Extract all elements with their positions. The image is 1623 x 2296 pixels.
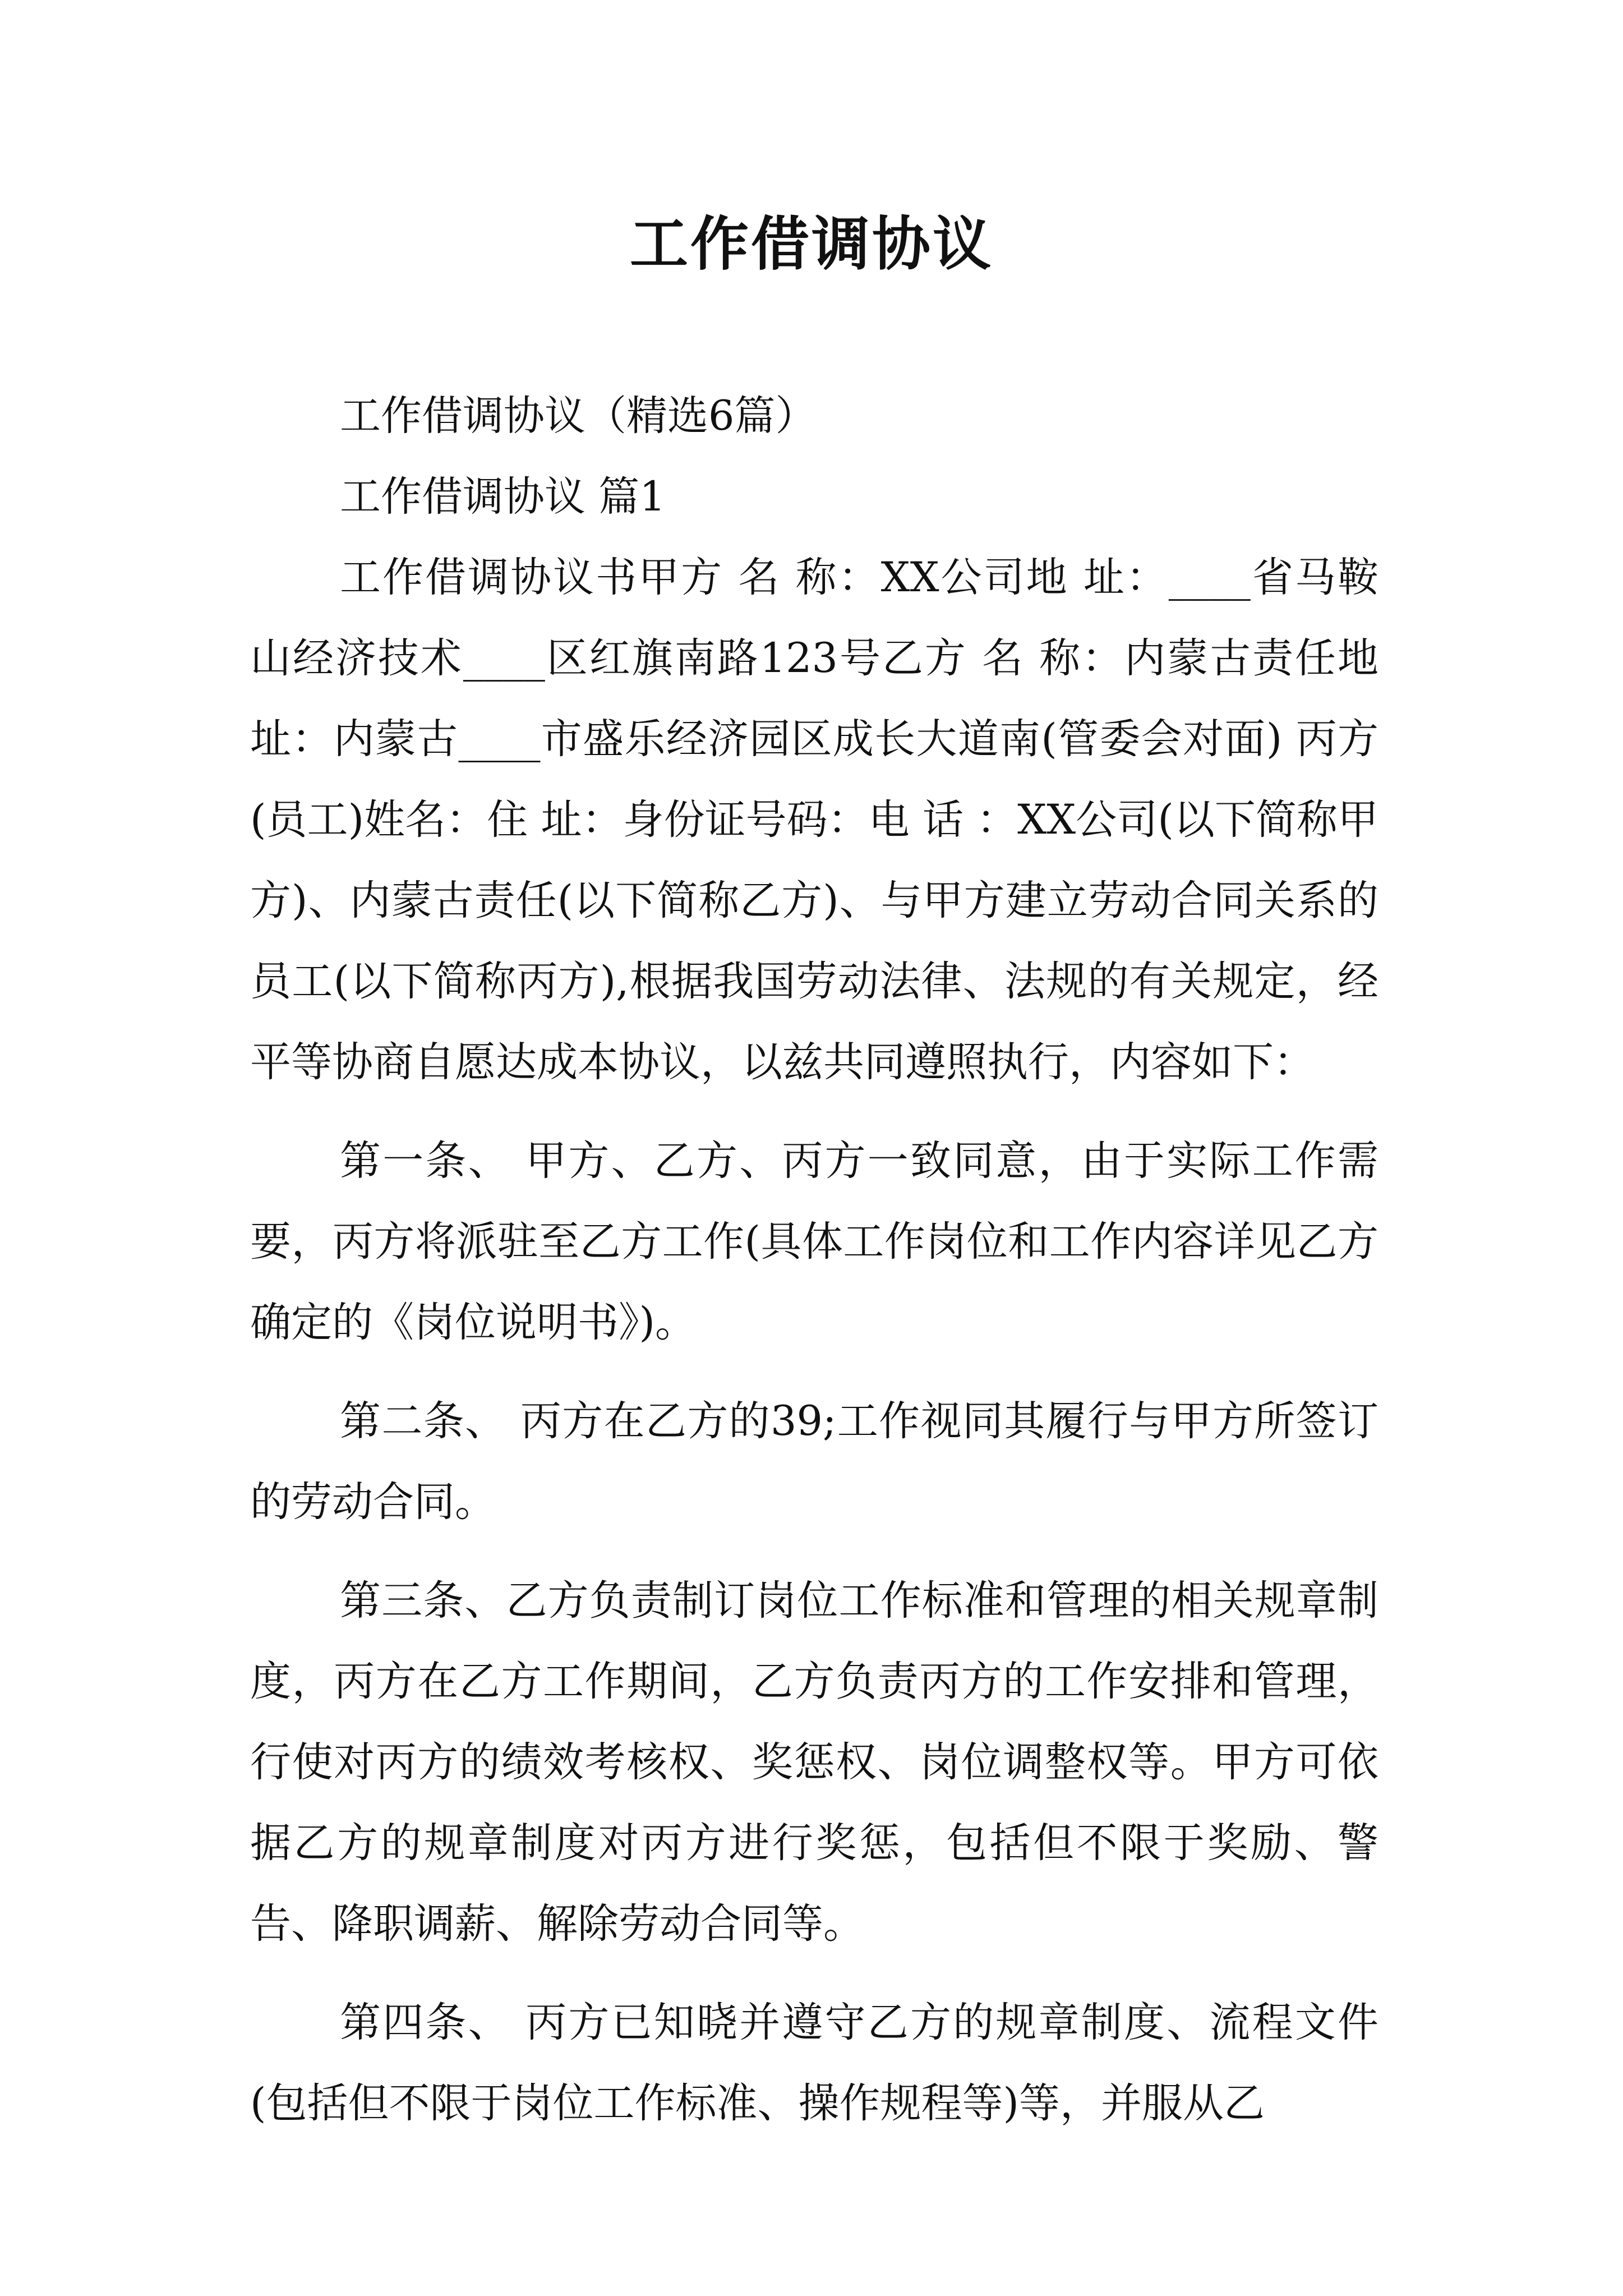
paragraph-section-heading: 工作借调协议 篇1 xyxy=(340,473,666,521)
document-title: 工作借调协议 xyxy=(629,209,993,278)
paragraph-subtitle: 工作借调协议（精选6篇） xyxy=(340,392,817,440)
paragraph-parties: 工作借调协议书甲方 名 称：XX公司地 址：____省马鞍山经济技术____区红旗南路123号乙方 名 称：内蒙古责任地 址：内蒙古____市盛乐经济园区成长大道南(管委会对面) 丙方(员工)姓名：住 址：身份证号码：电 话 ：XX公司(以下简称甲方)、内蒙古责任(以下简称乙方)、与甲方建立劳动合同关系的员工(以下简称丙方),根据我国劳动法律、法规的有关规定，经平等协商自愿达成本协议，以兹共同遵照执行，内容如下： xyxy=(250,554,1378,1086)
paragraph-article-4: 第四条、 丙方已知晓并遵守乙方的规章制度、流程文件(包括但不限于岗位工作标准、操作规程等)等，并服从乙 xyxy=(250,1999,1378,2127)
paragraph-article-2: 第二条、 丙方在乙方的39;工作视同其履行与甲方所签订的劳动合同。 xyxy=(250,1397,1378,1526)
document-body xyxy=(250,376,1378,2144)
paragraph-article-3: 第三条、乙方负责制订岗位工作标准和管理的相关规章制度，丙方在乙方工作期间，乙方负责丙方的工作安排和管理，行使对丙方的绩效考核权、奖惩权、岗位调整权等。甲方可依据乙方的规章制度对丙方进行奖惩，包括但不限于奖励、警告、降职调薪、解除劳动合同等。 xyxy=(250,1577,1378,1948)
paragraph-article-1: 第一条、 甲方、乙方、丙方一致同意，由于实际工作需要，丙方将派驻至乙方工作(具体工作岗位和工作内容详见乙方确定的《岗位说明书》)。 xyxy=(250,1137,1378,1346)
